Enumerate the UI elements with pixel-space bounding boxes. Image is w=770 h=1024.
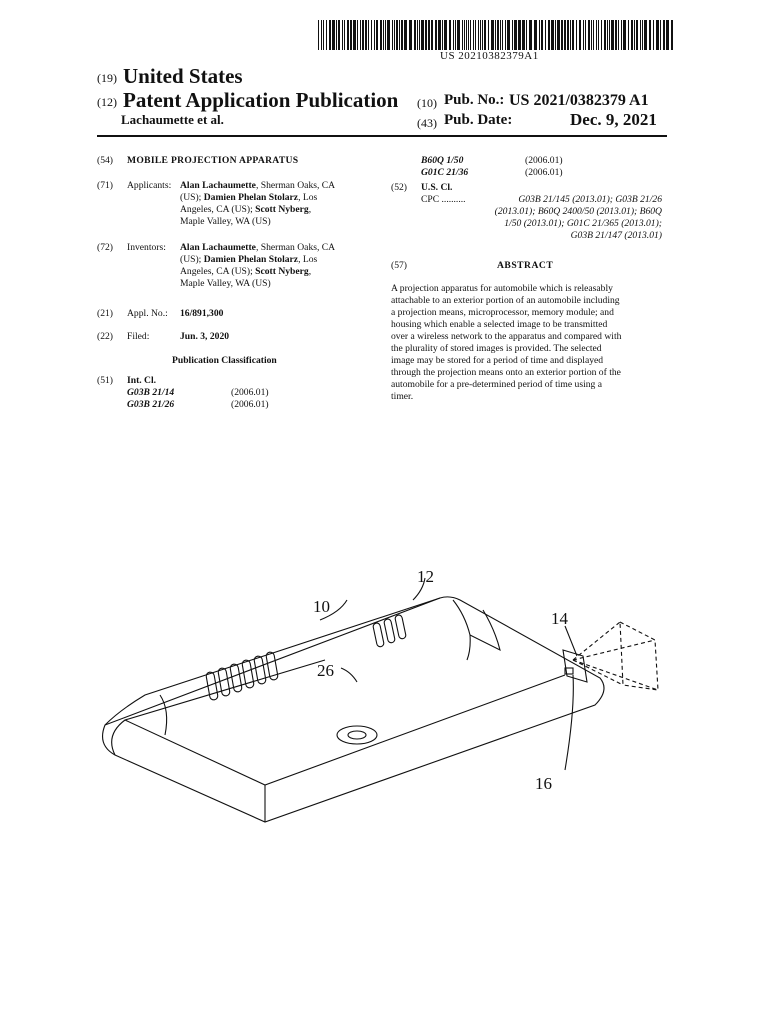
barcode-bar <box>545 20 546 50</box>
barcode-bar <box>518 20 521 50</box>
uscl-label: U.S. Cl. <box>421 182 453 193</box>
abstract-line: timer. <box>391 391 414 402</box>
barcode-bar <box>414 20 416 50</box>
abstract-body <box>391 283 662 403</box>
barcode-bar <box>462 20 463 50</box>
barcode-bar <box>539 20 540 50</box>
barcode-bar <box>505 20 506 50</box>
applicant-location: , Sherman Oaks, CA <box>255 180 336 191</box>
barcode-bar <box>350 20 352 50</box>
barcode-bar <box>466 20 467 50</box>
barcode-bar <box>561 20 563 50</box>
barcode-bar <box>502 20 503 50</box>
applicants-code: (71) <box>97 180 113 191</box>
barcode-bar <box>609 20 610 50</box>
barcode-bar <box>438 20 441 50</box>
abstract-line: housing which enable a selected image to be transmitted <box>391 319 608 330</box>
barcode-bar <box>383 20 384 50</box>
barcode-bar <box>588 20 590 50</box>
barcode-bar <box>642 20 643 50</box>
barcode-bar <box>394 20 395 50</box>
end-cap <box>453 600 500 650</box>
barcode-bar <box>631 20 633 50</box>
code-43: (43) <box>417 116 437 130</box>
barcode <box>318 20 673 50</box>
barcode-bar <box>329 20 331 50</box>
barcode-bar <box>551 20 554 50</box>
barcode-bar <box>488 20 489 50</box>
barcode-bar <box>583 20 584 50</box>
barcode-bar <box>338 20 340 50</box>
inventor-location: (US); <box>180 254 204 265</box>
applicant-location: , Los <box>298 192 318 203</box>
barcode-bar <box>371 20 372 50</box>
barcode-bar <box>380 20 382 50</box>
inventors-code: (72) <box>97 242 113 253</box>
barcode-bar <box>336 20 337 50</box>
barcode-bar <box>385 20 386 50</box>
barcode-bar <box>457 20 460 50</box>
center-button <box>337 726 377 744</box>
abstract-line: over a wireless network to the apparatus and compared with <box>391 331 622 342</box>
barcode-bar <box>557 20 560 50</box>
barcode-bar <box>500 20 501 50</box>
abstract-code: (57) <box>391 260 407 271</box>
applicants-block <box>180 180 375 228</box>
barcode-bar <box>640 20 641 50</box>
invention-title: MOBILE PROJECTION APPARATUS <box>127 155 299 166</box>
barcode-bar <box>428 20 430 50</box>
barcode-bar <box>362 20 364 50</box>
pub-no-label: Pub. No.: <box>444 92 505 108</box>
leader-16 <box>565 675 573 770</box>
barcode-bar <box>435 20 437 50</box>
barcode-bar <box>431 20 433 50</box>
barcode-bar <box>618 20 619 50</box>
country: United States <box>123 64 243 88</box>
barcode-bar <box>455 20 456 50</box>
barcode-bar <box>442 20 443 50</box>
barcode-bar <box>596 20 597 50</box>
ref-label-26: 26 <box>317 661 334 680</box>
class-code: G03B 21/14 <box>127 387 175 398</box>
leader-26 <box>341 668 357 682</box>
header-rule <box>97 135 667 137</box>
uscl-code: (52) <box>391 182 407 193</box>
projection-beam <box>573 622 658 690</box>
barcode-bar <box>449 20 451 50</box>
pub-date: Dec. 9, 2021 <box>570 110 657 129</box>
inventor-location: Angeles, CA (US); <box>180 266 256 277</box>
barcode-bar <box>374 20 375 50</box>
barcode-bar <box>636 20 638 50</box>
barcode-bar <box>548 20 550 50</box>
barcode-bar <box>419 20 420 50</box>
barcode-bar <box>598 20 599 50</box>
barcode-bar <box>468 20 469 50</box>
document-type: Patent Application Publication <box>123 88 399 112</box>
barcode-bar <box>567 20 569 50</box>
barcode-bar <box>522 20 525 50</box>
inventor-name: Damien Phelan Stolarz <box>203 254 299 265</box>
abstract-line: A projection apparatus for automobile which is releasably <box>391 283 613 294</box>
barcode-bar <box>425 20 427 50</box>
barcode-bar <box>541 20 543 50</box>
end-cap-edge <box>467 635 470 660</box>
barcode-bar <box>444 20 447 50</box>
applicants-label: Applicants: <box>127 180 172 191</box>
inventor-name: Alan Lachaumette <box>180 242 256 253</box>
barcode-bar <box>357 20 358 50</box>
barcode-bar <box>660 20 661 50</box>
barcode-bar <box>473 20 474 50</box>
barcode-bar <box>607 20 608 50</box>
barcode-bar <box>323 20 324 50</box>
barcode-bar <box>478 20 479 50</box>
ref-label-16: 16 <box>535 774 552 793</box>
class-code: G01C 21/36 <box>421 167 469 178</box>
barcode-bar <box>534 20 537 50</box>
barcode-bar <box>663 20 665 50</box>
filed-code: (22) <box>97 331 113 342</box>
barcode-bar <box>470 20 471 50</box>
inventor-name: Scott Nyberg <box>255 266 309 277</box>
abstract-line: a projection means, microprocessor, memory module; and <box>391 307 614 318</box>
barcode-bar <box>628 20 629 50</box>
barcode-bar <box>365 20 367 50</box>
barcode-bar <box>332 20 335 50</box>
applicant-location: , <box>308 204 312 215</box>
inventor-location: Maple Valley, WA (US) <box>180 278 271 289</box>
abstract-line: attachable to an exterior portion of an automobile including <box>391 295 620 306</box>
cpc-line: G03B 21/145 (2013.01); G03B 21/26 <box>518 194 662 205</box>
pub-no: US 2021/0382379 A1 <box>509 92 649 109</box>
barcode-bar <box>611 20 614 50</box>
abstract-heading: ABSTRACT <box>497 260 554 271</box>
inventor-short: Lachaumette et al. <box>121 112 224 127</box>
barcode-bar <box>507 20 510 50</box>
barcode-bar <box>464 20 465 50</box>
appl-number: 16/891,300 <box>180 308 224 319</box>
barcode-bar <box>376 20 378 50</box>
inventor-location: , Sherman Oaks, CA <box>255 242 336 253</box>
barcode-bar <box>484 20 486 50</box>
code-12: (12) <box>97 95 117 109</box>
barcode-bar <box>491 20 494 50</box>
barcode-bar <box>666 20 669 50</box>
vent-grille-left <box>206 652 279 701</box>
barcode-bar <box>585 20 586 50</box>
barcode-bar <box>653 20 654 50</box>
barcode-bar <box>401 20 403 50</box>
barcode-bar <box>453 20 454 50</box>
title-code: (54) <box>97 155 113 166</box>
code-19: (19) <box>97 71 117 85</box>
abstract-line: through the projection means onto an exterior portion of the <box>391 367 621 378</box>
barcode-bar <box>570 20 571 50</box>
barcode-bar <box>396 20 398 50</box>
barcode-bar <box>347 20 349 50</box>
applicant-location: (US); <box>180 192 204 203</box>
barcode-bar <box>360 20 361 50</box>
cpc-line: (2013.01); B60Q 2400/50 (2013.01); B60Q <box>494 206 662 217</box>
intcl-label: Int. Cl. <box>127 375 157 386</box>
patent-drawing <box>95 560 675 840</box>
barcode-bar <box>579 20 581 50</box>
barcode-bar <box>326 20 327 50</box>
barcode-bar <box>344 20 345 50</box>
ref-label-14: 14 <box>551 609 568 628</box>
barcode-bar <box>615 20 617 50</box>
inventors-label: Inventors: <box>127 242 166 253</box>
barcode-bar <box>342 20 343 50</box>
class-year: (2006.01) <box>231 399 269 410</box>
appl-label: Appl. No.: <box>127 308 168 319</box>
abstract-line: image may be stored for a period of time and displayed <box>391 355 604 366</box>
filed-date: Jun. 3, 2020 <box>180 331 230 342</box>
barcode-bar <box>555 20 556 50</box>
cpc-line: 1/50 (2013.01); G01C 21/365 (2013.01); <box>504 218 662 229</box>
barcode-bar <box>353 20 356 50</box>
barcode-bar <box>591 20 592 50</box>
appl-code: (21) <box>97 308 113 319</box>
projector-lens <box>563 650 587 682</box>
applicant-location: Angeles, CA (US); <box>180 204 256 215</box>
barcode-bar <box>649 20 651 50</box>
barcode-bar <box>621 20 622 50</box>
filed-label: Filed: <box>127 331 150 342</box>
barcode-bar <box>604 20 606 50</box>
applicant-location: Maple Valley, WA (US) <box>180 216 271 227</box>
barcode-bar <box>318 20 319 50</box>
class-code: G03B 21/26 <box>127 399 175 410</box>
barcode-bar <box>644 20 647 50</box>
barcode-bar <box>671 20 673 50</box>
barcode-bar <box>529 20 532 50</box>
barcode-bar <box>526 20 527 50</box>
publication-classification-heading: Publication Classification <box>172 355 277 366</box>
rear-cap-seam <box>160 695 167 735</box>
barcode-bar <box>512 20 513 50</box>
barcode-bar <box>321 20 322 50</box>
barcode-bar <box>656 20 659 50</box>
pub-date-label: Pub. Date: <box>444 112 513 128</box>
barcode-bar <box>576 20 577 50</box>
barcode-bar <box>495 20 496 50</box>
intcl-code: (51) <box>97 375 113 386</box>
inventor-location: , <box>308 266 312 277</box>
inventors-block <box>180 242 375 290</box>
vent-grille-right <box>373 614 407 647</box>
barcode-bar <box>482 20 483 50</box>
inventor-location: , Los <box>298 254 318 265</box>
barcode-bar <box>409 20 412 50</box>
barcode-bar <box>623 20 626 50</box>
barcode-bar <box>564 20 566 50</box>
class-code: B60Q 1/50 <box>421 155 464 166</box>
barcode-bar <box>634 20 635 50</box>
applicant-name: Scott Nyberg <box>255 204 309 215</box>
barcode-bar <box>387 20 390 50</box>
center-button-inner <box>348 731 366 739</box>
barcode-bar <box>593 20 594 50</box>
housing-outline <box>103 597 604 822</box>
barcode-bar <box>417 20 418 50</box>
abstract-line: the plurality of stored images is provided. The selected <box>391 343 602 354</box>
barcode-number: US 20210382379A1 <box>440 50 539 62</box>
barcode-bar <box>475 20 476 50</box>
ref-label-12: 12 <box>417 567 434 586</box>
cpc-label: CPC .......... <box>421 194 466 205</box>
barcode-bar <box>399 20 400 50</box>
barcode-bar <box>497 20 499 50</box>
class-year: (2006.01) <box>525 167 563 178</box>
barcode-bar <box>514 20 517 50</box>
class-year: (2006.01) <box>231 387 269 398</box>
code-10: (10) <box>417 96 437 110</box>
barcode-bar <box>601 20 602 50</box>
applicant-name: Damien Phelan Stolarz <box>203 192 299 203</box>
barcode-bar <box>421 20 424 50</box>
barcode-bar <box>572 20 574 50</box>
ref-label-10: 10 <box>313 597 330 616</box>
applicant-name: Alan Lachaumette <box>180 180 256 191</box>
barcode-bar <box>392 20 393 50</box>
abstract-line: automobile for a pre-determined period of time using a <box>391 379 602 390</box>
barcode-bar <box>404 20 407 50</box>
class-year: (2006.01) <box>525 155 563 166</box>
housing-face-edge <box>125 675 565 785</box>
barcode-bar <box>368 20 369 50</box>
barcode-bar <box>480 20 481 50</box>
cpc-line: G03B 21/147 (2013.01) <box>570 230 662 241</box>
